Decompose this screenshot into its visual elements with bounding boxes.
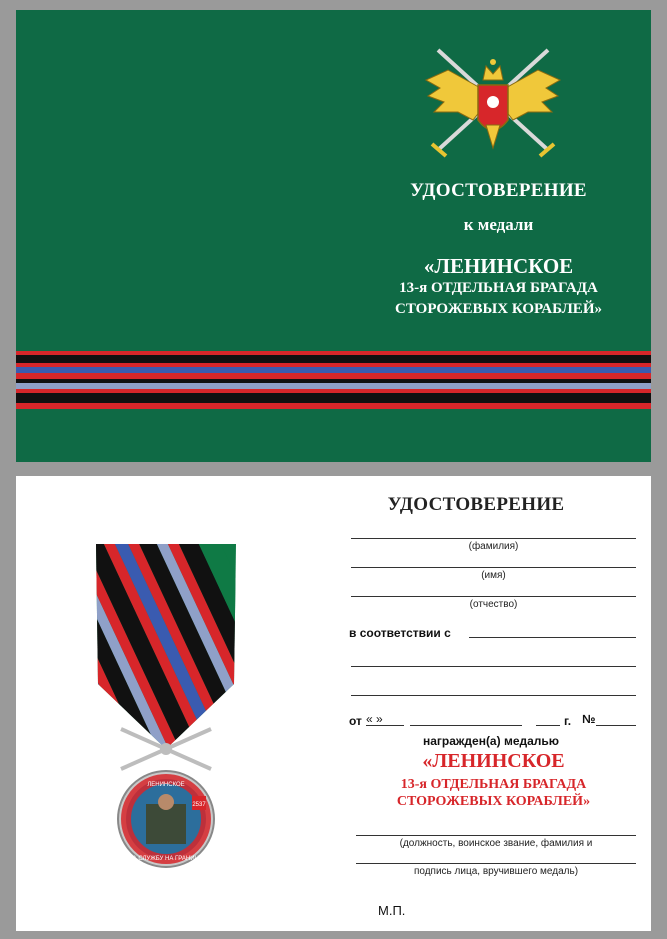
month-line <box>410 725 522 726</box>
number-label: № <box>582 712 596 726</box>
number-line <box>596 725 636 726</box>
in-accordance-line <box>469 637 636 638</box>
blank-line-1 <box>351 666 636 667</box>
patronymic-caption: (отчество) <box>469 599 518 610</box>
stamp-label: М.П. <box>378 903 406 918</box>
blank-line-2 <box>351 695 636 696</box>
cover-line-1: 13-я ОТДЕЛЬНАЯ БРАГАДА <box>399 280 598 296</box>
medal-unit-number: 2537 <box>192 802 206 808</box>
medal-line-1: 13-я ОТДЕЛЬНАЯ БРАГАДА <box>400 777 587 792</box>
medal-ring-top: ЛЕНИНСКОЕ <box>147 782 185 788</box>
from-label: от <box>349 714 362 728</box>
cover-medal-name: «ЛЕНИНСКОЕ <box>423 254 574 278</box>
year-line <box>536 725 560 726</box>
in-accordance-label: в соответствии с <box>349 626 451 640</box>
cover-line-2: СТОРОЖЕВЫХ КОРАБЛЕЙ» <box>395 301 602 317</box>
awarded-label: награжден(а) медалью <box>422 734 560 748</box>
medal-name: «ЛЕНИНСКОЕ <box>422 750 565 772</box>
medal-ring-bottom: ЗА СЛУЖБУ НА ГРАНИЦЕ <box>129 856 203 862</box>
signer-caption-1: (должность, воинское звание, фамилия и <box>399 838 593 849</box>
cover-title: УДОСТОВЕРЕНИЕ <box>410 180 587 201</box>
medal-illustration <box>86 534 246 869</box>
ribbon-stripe <box>16 351 651 409</box>
certificate-page <box>16 476 651 931</box>
year-label: г. <box>564 714 572 728</box>
signer-line-1 <box>356 835 636 836</box>
signer-line-2 <box>356 863 636 864</box>
cover-subtitle: к медали <box>463 215 534 234</box>
certificate-cover <box>16 10 651 462</box>
name-caption: (имя) <box>481 570 506 581</box>
surname-line <box>351 538 636 539</box>
medal-line-2: СТОРОЖЕВЫХ КОРАБЛЕЙ» <box>396 794 591 809</box>
signer-caption-2: подпись лица, вручившего медаль) <box>413 866 579 877</box>
patronymic-line <box>351 596 636 597</box>
date-quotes: « » <box>366 712 383 726</box>
surname-caption: (фамилия) <box>468 541 519 552</box>
name-line <box>351 567 636 568</box>
certificate-title: УДОСТОВЕРЕНИЕ <box>387 494 565 515</box>
day-line <box>366 725 404 726</box>
double-headed-eagle-emblem <box>418 40 568 160</box>
